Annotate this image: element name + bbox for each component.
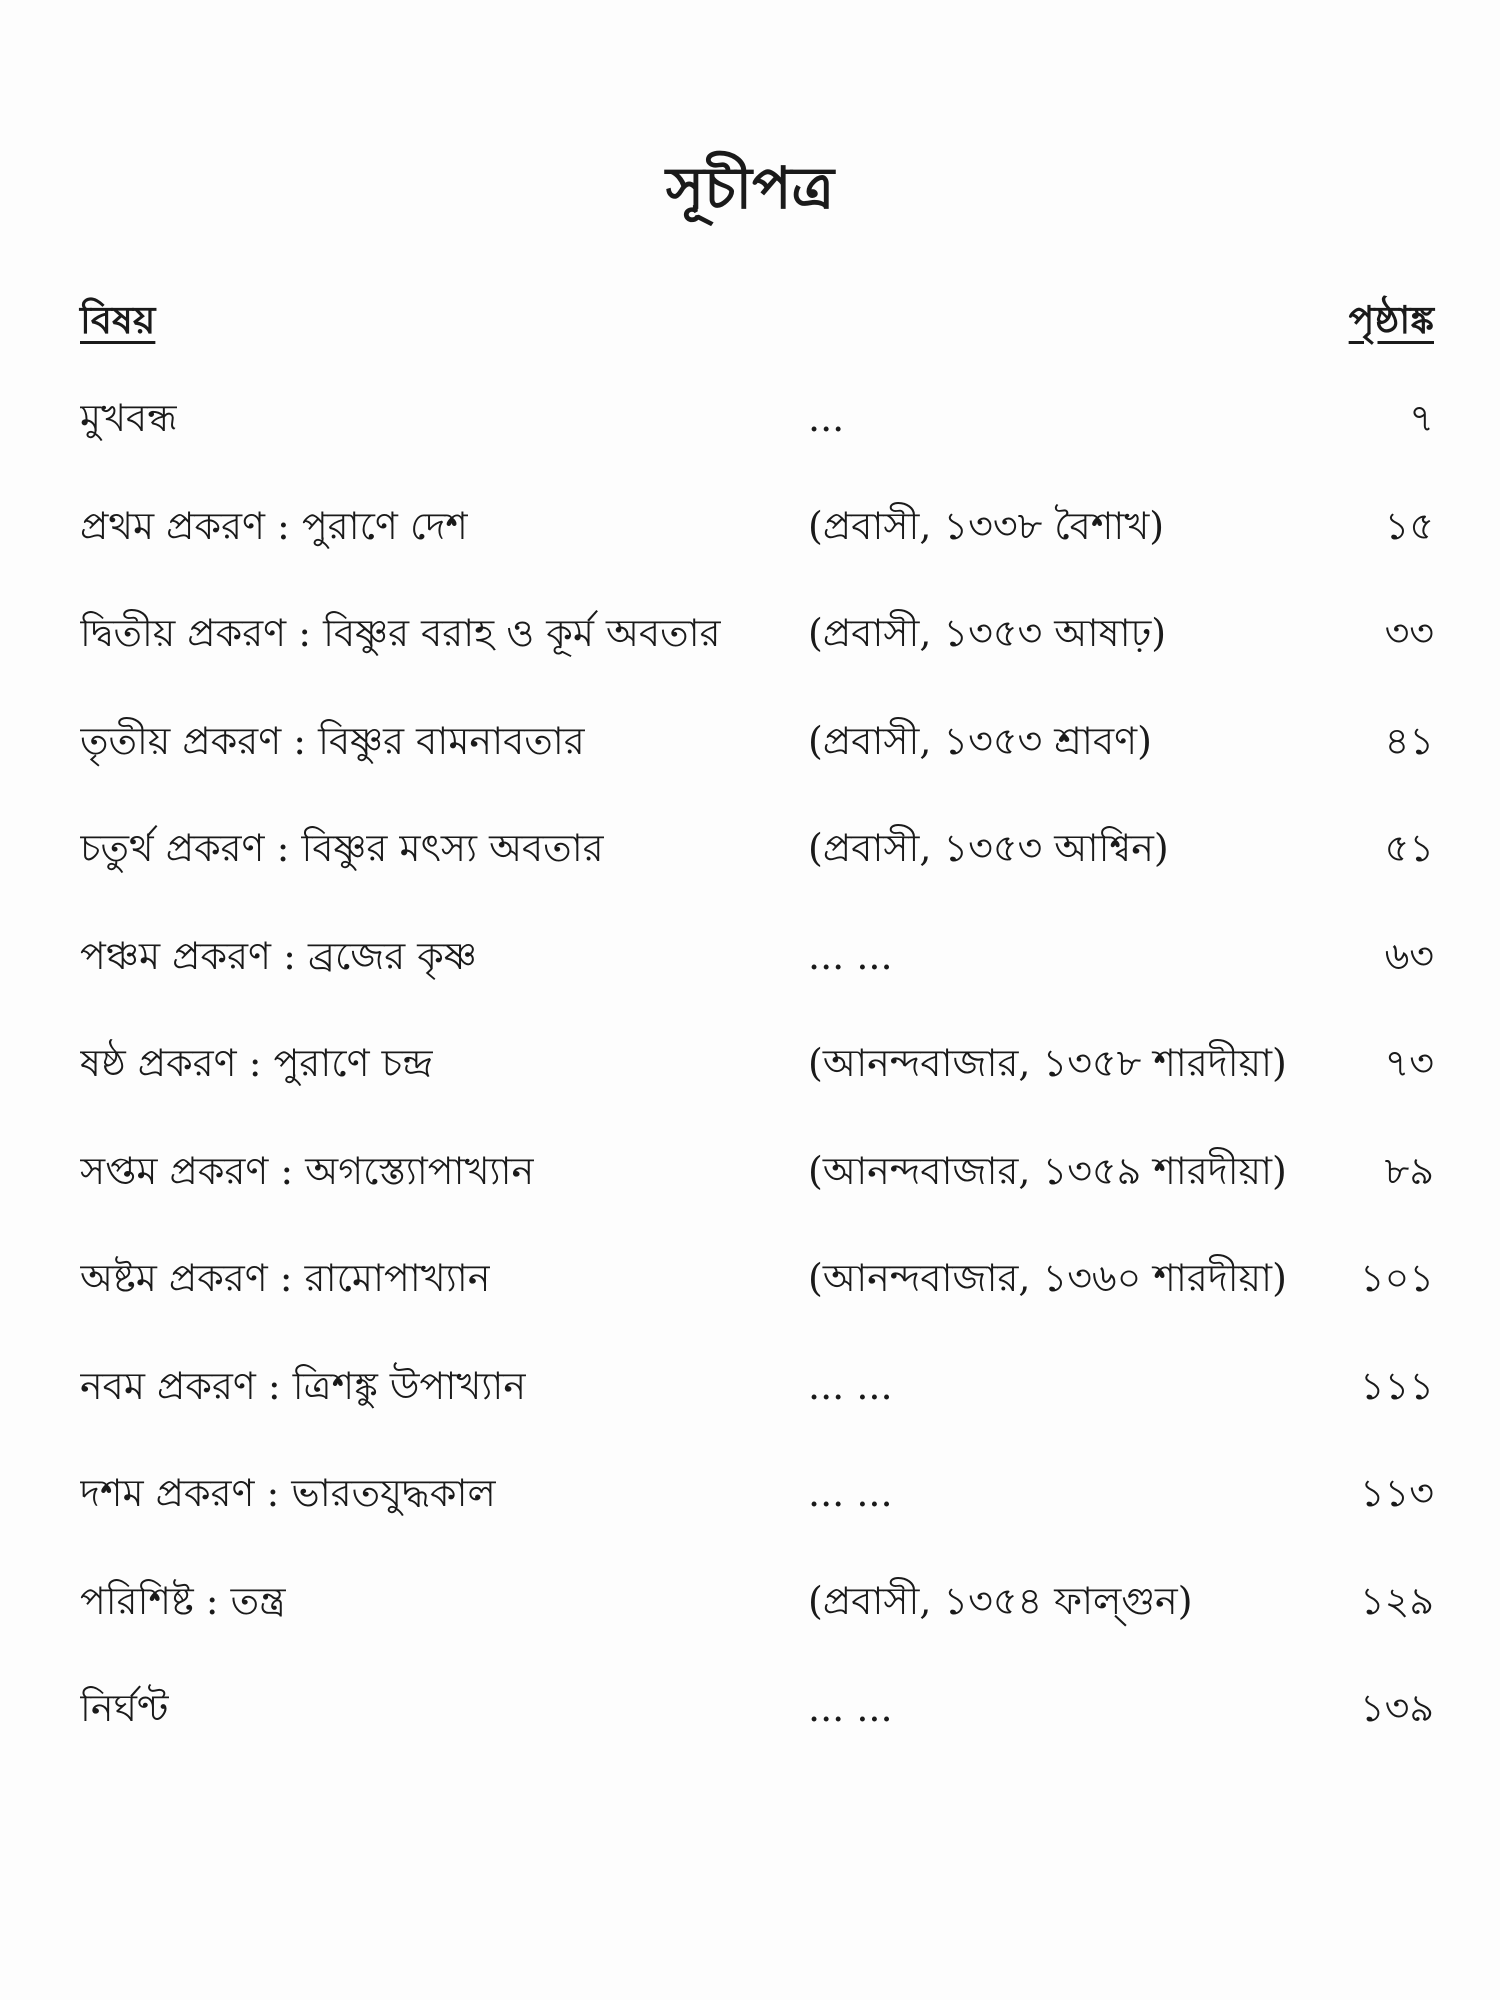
toc-list — [0, 390, 1500, 1788]
toc-source: (আনন্দবাজার, ১৩৬০ শারদীয়া) — [808, 1256, 1287, 1300]
toc-page-number: ১১১ — [1360, 1363, 1434, 1408]
toc-source: (প্রবাসী, ১৩৫৪ ফাল্গুন) — [808, 1578, 1193, 1623]
toc-topic: মুখবন্ধ — [80, 396, 178, 440]
toc-source: (প্রবাসী, ১৩৫৩ আশ্বিন) — [808, 826, 1169, 870]
toc-topic: সপ্তম প্রকরণ : অগস্ত্যোপাখ্যান — [80, 1148, 535, 1193]
toc-page-number: ৩৩ — [1384, 611, 1434, 655]
toc-page-number: ৫১ — [1384, 826, 1434, 870]
toc-page-number: ১১৩ — [1359, 1471, 1434, 1515]
toc-row — [0, 713, 1500, 821]
toc-source: (প্রবাসী, ১৩৫৩ আষাঢ়) — [808, 611, 1167, 655]
toc-row — [0, 1143, 1500, 1251]
toc-topic: নির্ঘণ্ট — [80, 1686, 169, 1730]
toc-row — [0, 390, 1500, 498]
toc-page-number: ৪১ — [1384, 718, 1434, 763]
toc-topic: প্রথম প্রকরণ : পুরাণে দেশ — [80, 503, 468, 548]
toc-source: ... ... — [808, 1686, 893, 1730]
toc-row — [0, 1358, 1500, 1466]
toc-row — [0, 820, 1500, 928]
toc-row — [0, 1573, 1500, 1681]
page-column-header: পৃষ্ঠাঙ্ক — [1348, 297, 1434, 342]
toc-page-number: ১৫ — [1384, 503, 1434, 548]
toc-page-number: ৮৯ — [1384, 1148, 1434, 1193]
toc-source: ... — [808, 396, 845, 440]
toc-row — [0, 1465, 1500, 1573]
toc-row — [0, 1250, 1500, 1358]
toc-page-number: ৭৩ — [1384, 1041, 1434, 1085]
toc-row — [0, 605, 1500, 713]
toc-row — [0, 928, 1500, 1036]
toc-page-number: ৬৩ — [1384, 933, 1434, 978]
toc-topic: অষ্টম প্রকরণ : রামোপাখ্যান — [80, 1256, 491, 1300]
toc-topic: দশম প্রকরণ : ভারতযুদ্ধকাল — [80, 1471, 496, 1515]
toc-page-number: ১০১ — [1359, 1256, 1434, 1300]
toc-topic: চতুর্থ প্রকরণ : বিষ্ণুর মৎস্য অবতার — [80, 826, 604, 870]
toc-page-number: ৭ — [1409, 396, 1434, 440]
toc-topic: ষষ্ঠ প্রকরণ : পুরাণে চন্দ্র — [80, 1041, 433, 1085]
toc-page-number: ১৩৯ — [1359, 1686, 1434, 1730]
toc-source: ... ... — [808, 933, 893, 978]
toc-source: ... ... — [808, 1471, 893, 1515]
toc-topic: নবম প্রকরণ : ত্রিশঙ্কু উপাখ্যান — [80, 1363, 527, 1408]
toc-topic: পঞ্চম প্রকরণ : ব্রজের কৃষ্ণ — [80, 933, 477, 978]
toc-row — [0, 498, 1500, 606]
toc-row — [0, 1680, 1500, 1788]
page-title: সূচীপত্র — [665, 154, 835, 222]
toc-source: (প্রবাসী, ১৩৩৮ বৈশাখ) — [808, 503, 1165, 548]
toc-source: ... ... — [808, 1363, 893, 1408]
toc-source: (আনন্দবাজার, ১৩৫৮ শারদীয়া) — [808, 1041, 1287, 1085]
toc-page-number: ১২৯ — [1359, 1578, 1434, 1623]
toc-topic: তৃতীয় প্রকরণ : বিষ্ণুর বামনাবতার — [80, 718, 585, 763]
topic-column-header: বিষয় — [80, 297, 156, 342]
toc-topic: দ্বিতীয় প্রকরণ : বিষ্ণুর বরাহ ও কূর্ম অবতার — [80, 611, 721, 655]
toc-source: (আনন্দবাজার, ১৩৫৯ শারদীয়া) — [808, 1148, 1287, 1193]
toc-row — [0, 1035, 1500, 1143]
toc-topic: পরিশিষ্ট : তন্ত্র — [80, 1578, 286, 1623]
toc-source: (প্রবাসী, ১৩৫৩ শ্রাবণ) — [808, 718, 1152, 763]
